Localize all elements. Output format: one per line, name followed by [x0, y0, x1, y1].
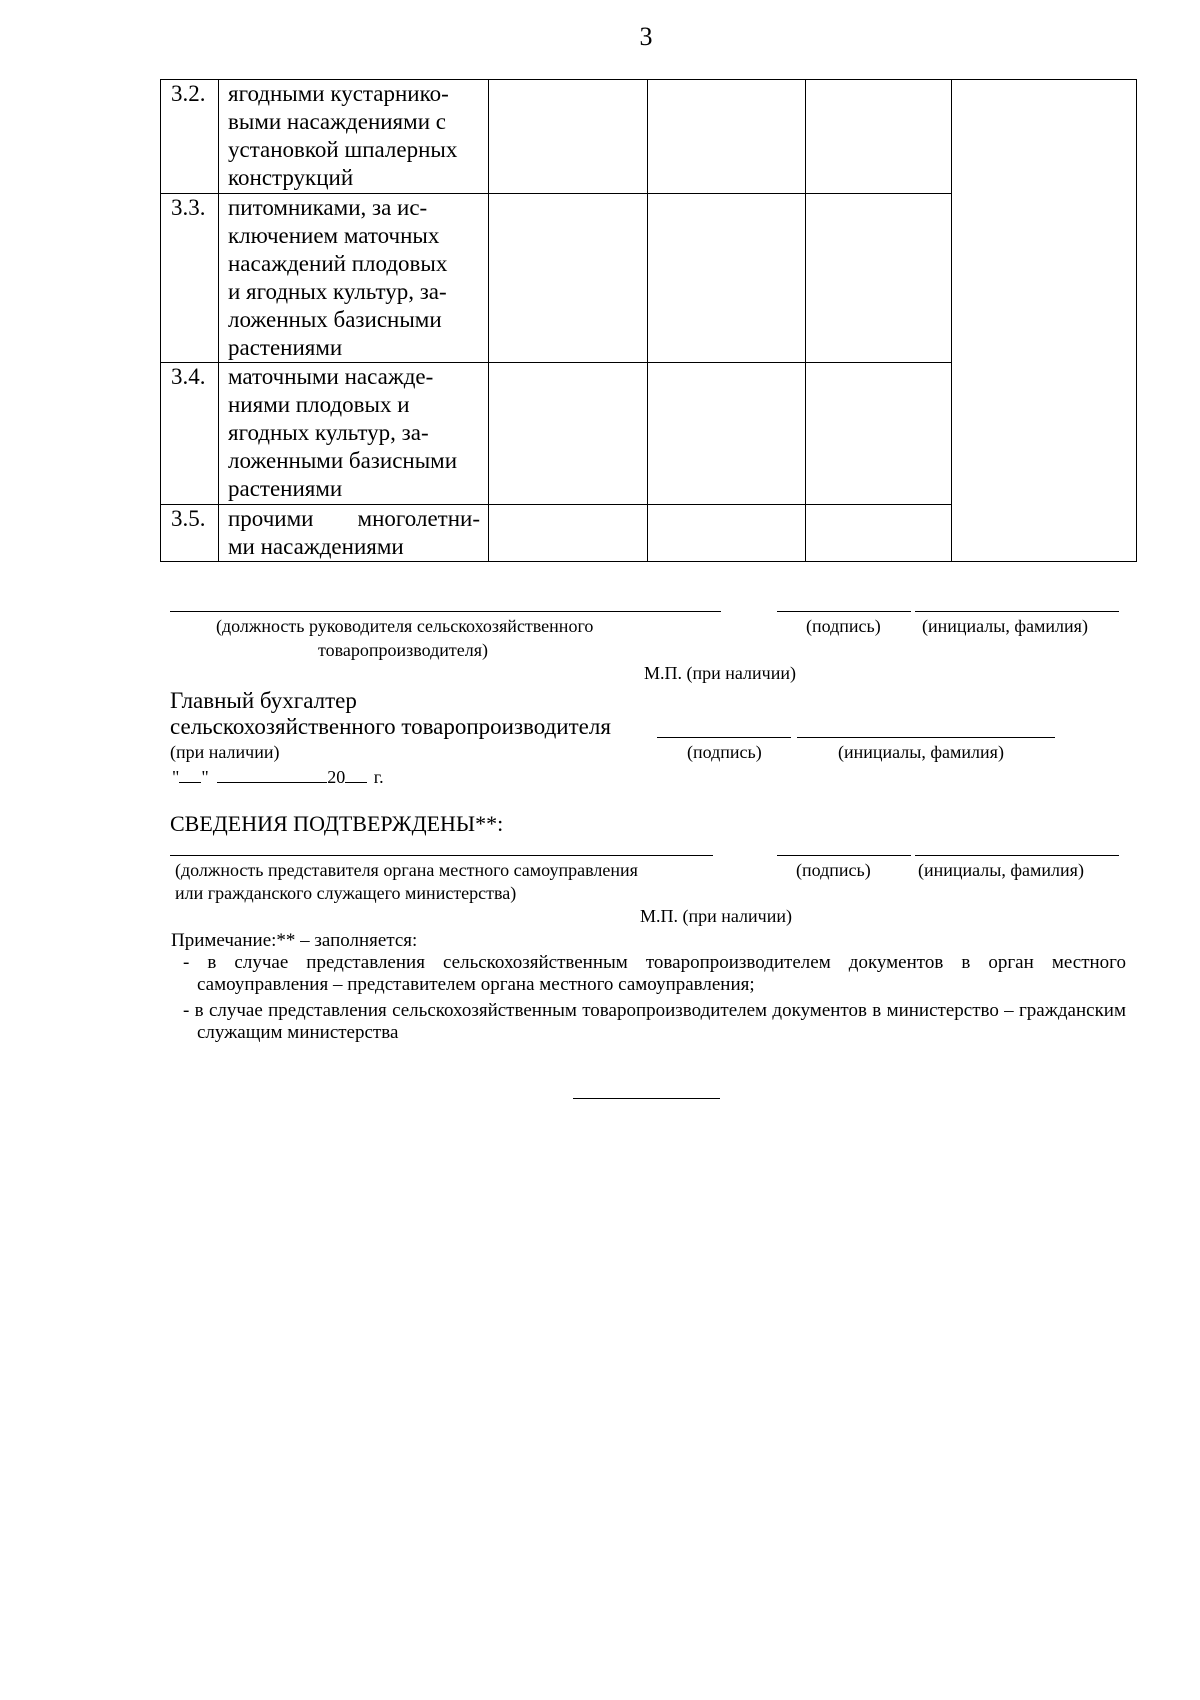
table-cell[interactable] — [489, 505, 648, 562]
date-field: " " 20 г. — [172, 767, 384, 787]
head-name-line[interactable] — [915, 611, 1119, 612]
head-stamp-caption: М.П. (при наличии) — [644, 663, 796, 683]
date-day-blank[interactable] — [179, 765, 201, 783]
accountant-title: Главный бухгалтер — [170, 688, 357, 713]
row-number: 3.4. — [161, 363, 219, 505]
row-text-line: ягодными кустарнико- — [228, 81, 449, 106]
accountant-name-line[interactable] — [797, 737, 1055, 738]
row-text-line: выми насаждениями с — [228, 109, 446, 134]
date-month-blank[interactable] — [217, 765, 327, 783]
accountant-name-caption: (инициалы, фамилия) — [838, 742, 1004, 762]
row-text-line: установкой шпалерных — [228, 137, 458, 162]
row-text-line: ми насаждениями — [228, 534, 404, 559]
row-text-line: конструкций — [228, 165, 354, 190]
row-text-line: питомниками, за ис- — [228, 195, 428, 220]
date-year-blank[interactable] — [345, 765, 367, 783]
subsidy-table — [160, 79, 1137, 562]
head-position-caption: (должность руководителя сельскохозяйственного — [216, 616, 594, 636]
table-cell[interactable] — [648, 505, 806, 562]
table-cell[interactable] — [648, 194, 806, 363]
row-text-line: ягодных культур, за- — [228, 420, 429, 445]
note-heading: Примечание:** – заполняется: — [171, 930, 418, 951]
head-signature-caption: (подпись) — [806, 616, 881, 636]
table-cell[interactable] — [806, 80, 952, 194]
row-description — [219, 363, 489, 505]
confirmation-heading: СВЕДЕНИЯ ПОДТВЕРЖДЕНЫ**: — [170, 811, 504, 836]
row-description — [219, 194, 489, 363]
table-row — [161, 80, 1137, 194]
table-cell[interactable] — [489, 363, 648, 505]
row-text-line: ложенными базисными — [228, 448, 458, 473]
accountant-if-any: (при наличии) — [170, 742, 280, 762]
row-text-line: прочими многолетни- — [228, 506, 480, 531]
confirmation-signature-caption: (подпись) — [796, 860, 871, 880]
note-block — [171, 930, 1126, 1044]
table-cell-merged[interactable] — [952, 80, 1137, 562]
table-cell[interactable] — [806, 363, 952, 505]
confirmation-stamp-caption: М.П. (при наличии) — [640, 906, 792, 926]
table-cell[interactable] — [648, 80, 806, 194]
row-text-line: и ягодных культур, за- — [228, 279, 447, 304]
confirmation-name-caption: (инициалы, фамилия) — [918, 860, 1084, 880]
accountant-signature-line[interactable] — [657, 737, 791, 738]
row-text-line: ключением маточных — [228, 223, 440, 248]
table-cell[interactable] — [806, 505, 952, 562]
head-name-caption: (инициалы, фамилия) — [922, 616, 1088, 636]
table-cell[interactable] — [806, 194, 952, 363]
confirmation-position-caption: (должность представителя органа местного самоуправления — [175, 860, 638, 880]
head-signature-line[interactable] — [777, 611, 911, 612]
row-number: 3.5. — [161, 505, 219, 562]
closing-separator-line — [573, 1098, 720, 1099]
table-cell[interactable] — [489, 80, 648, 194]
row-description — [219, 80, 489, 194]
row-text-line: растениями — [228, 335, 343, 360]
row-text-line: ложенных базисными — [228, 307, 442, 332]
row-text-line: ниями плодовых и — [228, 392, 410, 417]
row-description — [219, 505, 489, 562]
head-position-line[interactable] — [170, 611, 721, 612]
row-text-line: маточными насажде- — [228, 364, 434, 389]
confirmation-position-caption-cont: или гражданского служащего министерства) — [175, 883, 517, 903]
note-item: - в случае представления сельскохозяйственным товаропроизводителем документов в орган местного самоуправления – представителем органа местного самоуправления; — [183, 952, 1126, 995]
note-item: - в случае представления сельскохозяйственным товаропроизводителем документов в министерство – гражданским служащим министерства — [183, 1000, 1126, 1043]
confirmation-signature-line[interactable] — [777, 855, 911, 856]
confirmation-position-line[interactable] — [170, 855, 713, 856]
table-cell[interactable] — [489, 194, 648, 363]
accountant-title-cont: сельскохозяйственного товаропроизводителя — [170, 714, 611, 739]
accountant-signature-caption: (подпись) — [687, 742, 762, 762]
row-number: 3.3. — [161, 194, 219, 363]
page-number: 3 — [639, 22, 653, 51]
head-position-caption-cont: товаропроизводителя) — [318, 640, 489, 660]
row-text-line: растениями — [228, 476, 343, 501]
row-number: 3.2. — [161, 80, 219, 194]
confirmation-name-line[interactable] — [915, 855, 1119, 856]
table-cell[interactable] — [648, 363, 806, 505]
row-text-line: насаждений плодовых — [228, 251, 448, 276]
